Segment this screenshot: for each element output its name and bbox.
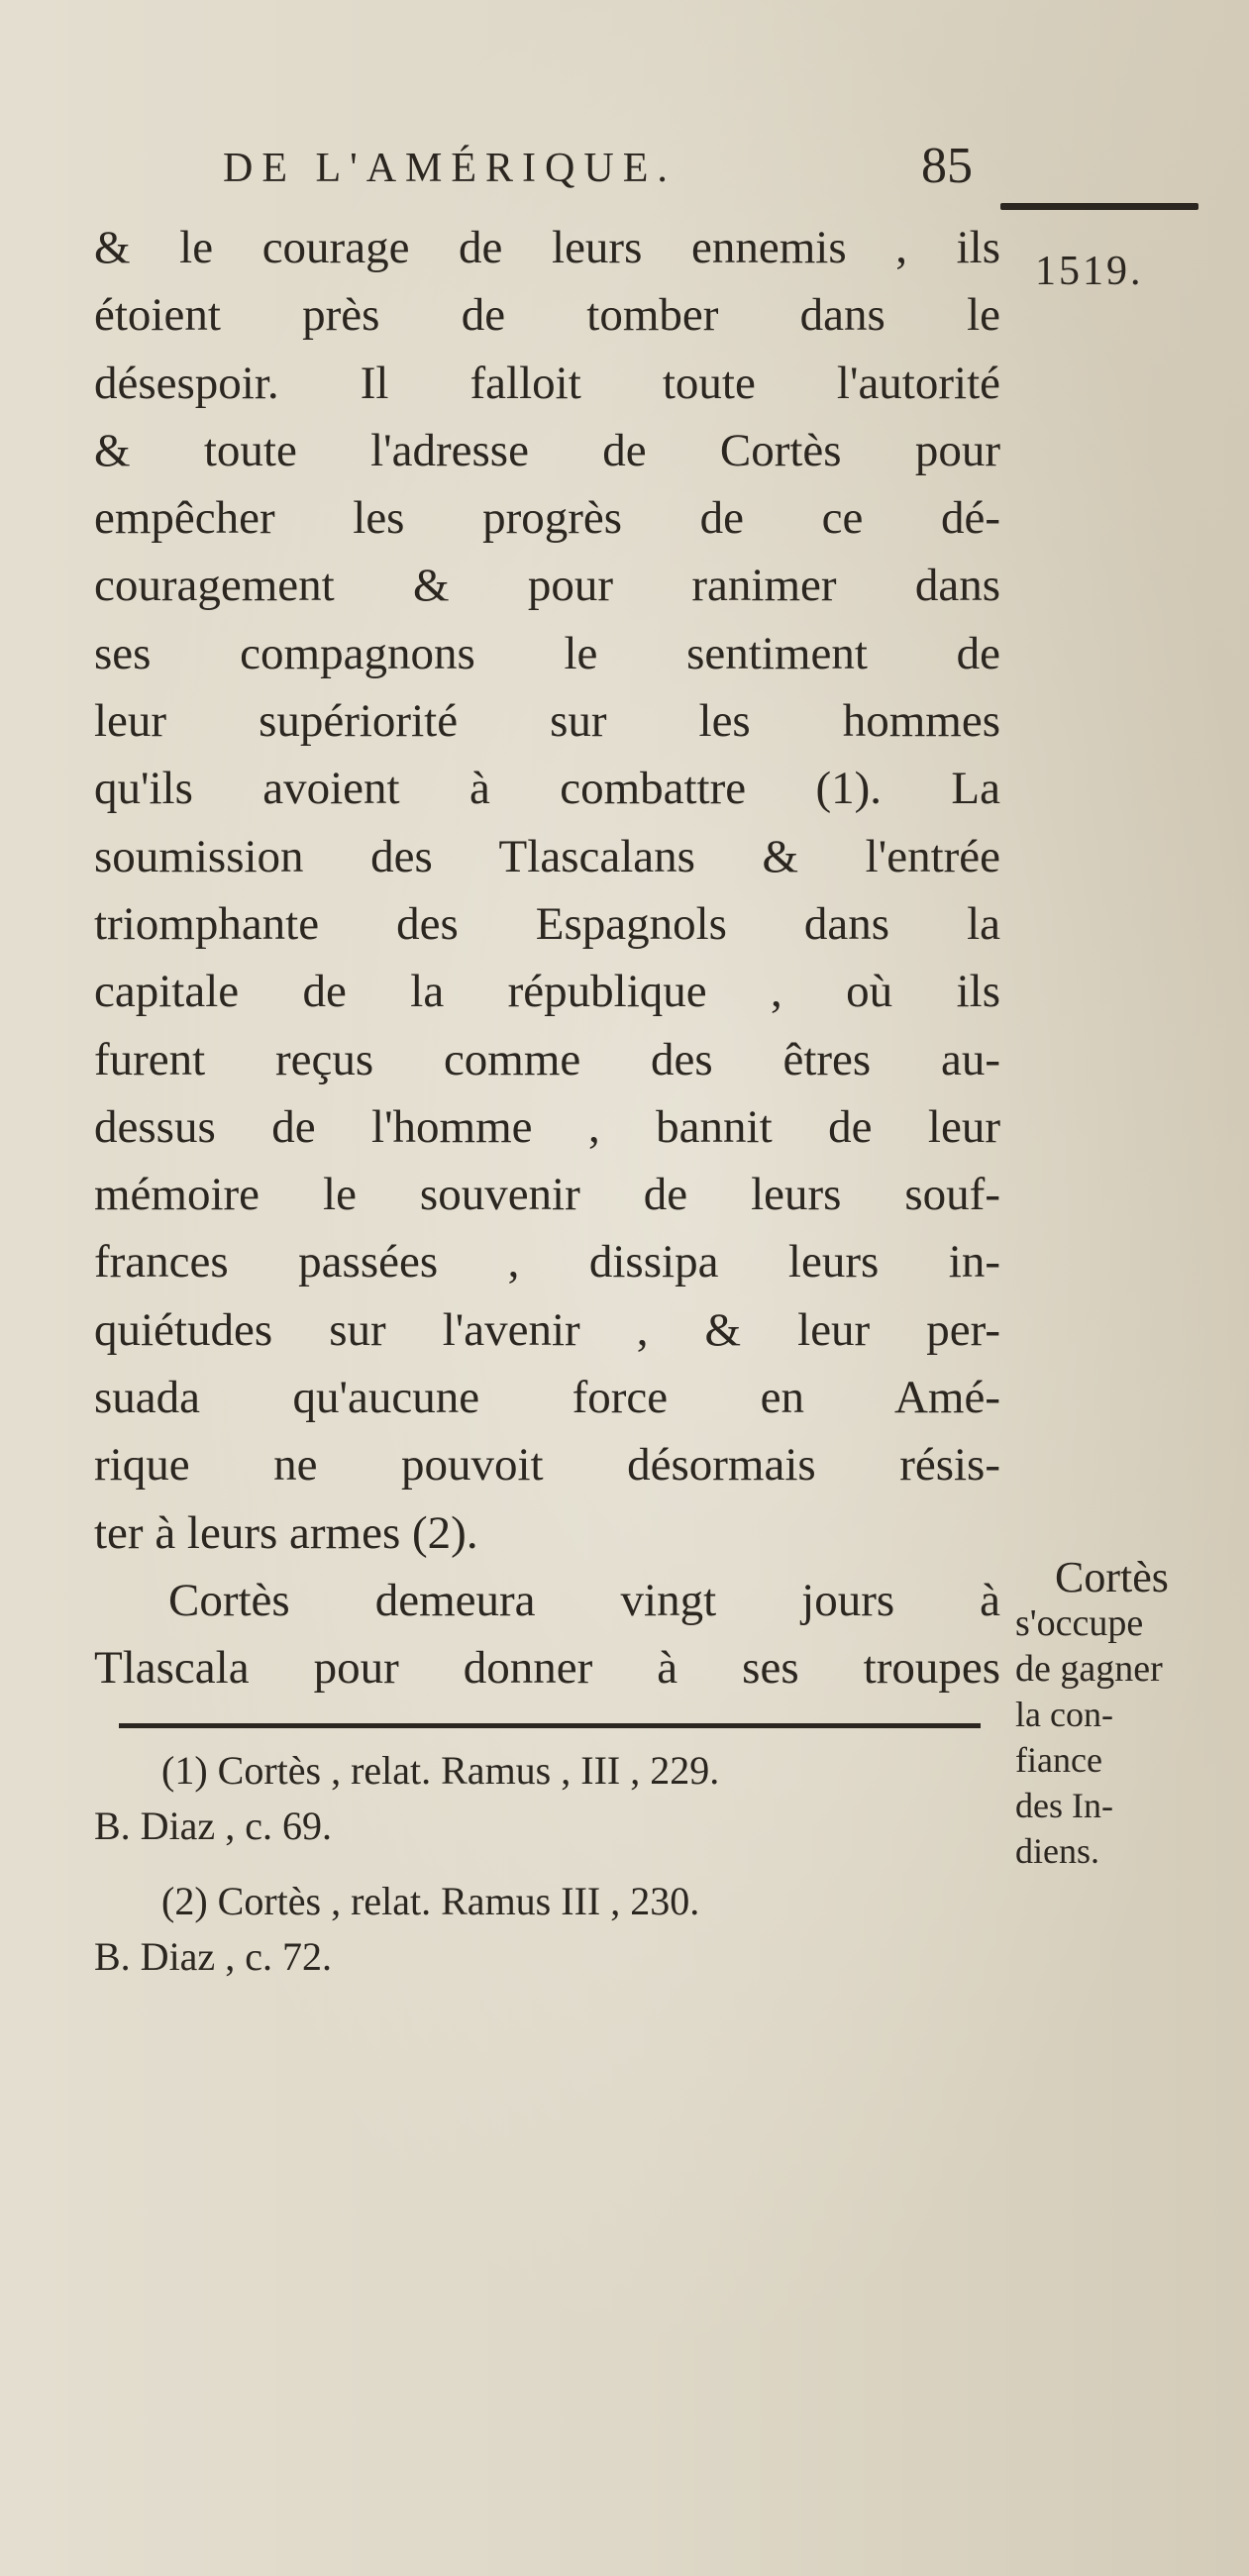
text-line: dessus de l'homme , bannit de leur [94, 1100, 1000, 1153]
marginal-note-line: Cortès [1055, 1553, 1169, 1601]
text-line: capitale de la république , où ils [94, 966, 1000, 1018]
text-line: qu'ils avoient à combattre (1). La [94, 763, 1000, 815]
marginal-note-line: des In- [1015, 1786, 1113, 1825]
text-line: frances passées , dissipa leurs in- [94, 1236, 1000, 1288]
margin-rule [1000, 203, 1198, 210]
text-line: soumission des Tlascalans & l'entrée [94, 830, 1000, 882]
body-text [94, 214, 1000, 1702]
text-line: triomphante des Espagnols dans la [94, 897, 1000, 950]
marginal-note-line: de gagner [1015, 1648, 1163, 1690]
footnote-2-line-2: B. Diaz , c. 72. [94, 1934, 332, 1979]
marginal-note-line: fiance [1015, 1740, 1102, 1780]
footnote-1-line-2: B. Diaz , c. 69. [94, 1803, 332, 1848]
marginal-note-line: la con- [1015, 1695, 1113, 1734]
text-line: empêcher les progrès de ce dé- [94, 492, 1000, 545]
running-head: DE L'AMÉRIQUE. [223, 146, 677, 191]
footnotes [94, 1743, 1000, 1985]
page-header [213, 137, 995, 206]
text-line: Tlascala pour donner à ses troupes [94, 1642, 1000, 1695]
margin-year: 1519. [1035, 249, 1144, 294]
footnote-rule [119, 1723, 981, 1728]
text-line: étoient près de tomber dans le [94, 289, 1000, 342]
text-line: mémoire le souvenir de leurs souf- [94, 1169, 1000, 1221]
text-line: ses compagnons le sentiment de [94, 627, 1000, 679]
text-line: leur supériorité sur les hommes [94, 695, 1000, 748]
text-line: quiétudes sur l'avenir , & leur per- [94, 1303, 1000, 1356]
marginal-note [1015, 1555, 1243, 1874]
text-line: désespoir. Il falloit toute l'autorité [94, 357, 1000, 409]
footnote-spacer [94, 1854, 1000, 1874]
footnote-2-line-1: (2) Cortès , relat. Ramus III , 230. [161, 1879, 700, 1923]
text-line: furent reçus comme des êtres au- [94, 1033, 1000, 1085]
text-line: suada qu'aucune force en Amé- [94, 1372, 1000, 1424]
text-line: & toute l'adresse de Cortès pour [94, 424, 1000, 476]
text-line: ter à leurs armes (2). [94, 1506, 478, 1559]
marginal-note-line: s'occupe [1015, 1602, 1144, 1644]
footnote-1-line-1: (1) Cortès , relat. Ramus , III , 229. [161, 1748, 720, 1793]
text-line: rique ne pouvoit désormais résis- [94, 1439, 1000, 1492]
text-line: couragement & pour ranimer dans [94, 560, 1000, 612]
page-number: 85 [921, 138, 973, 194]
text-line: & le courage de leurs ennemis , ils [94, 222, 1000, 273]
text-line: Cortès demeura vingt jours à [168, 1574, 1000, 1626]
marginal-note-line: diens. [1015, 1831, 1099, 1871]
